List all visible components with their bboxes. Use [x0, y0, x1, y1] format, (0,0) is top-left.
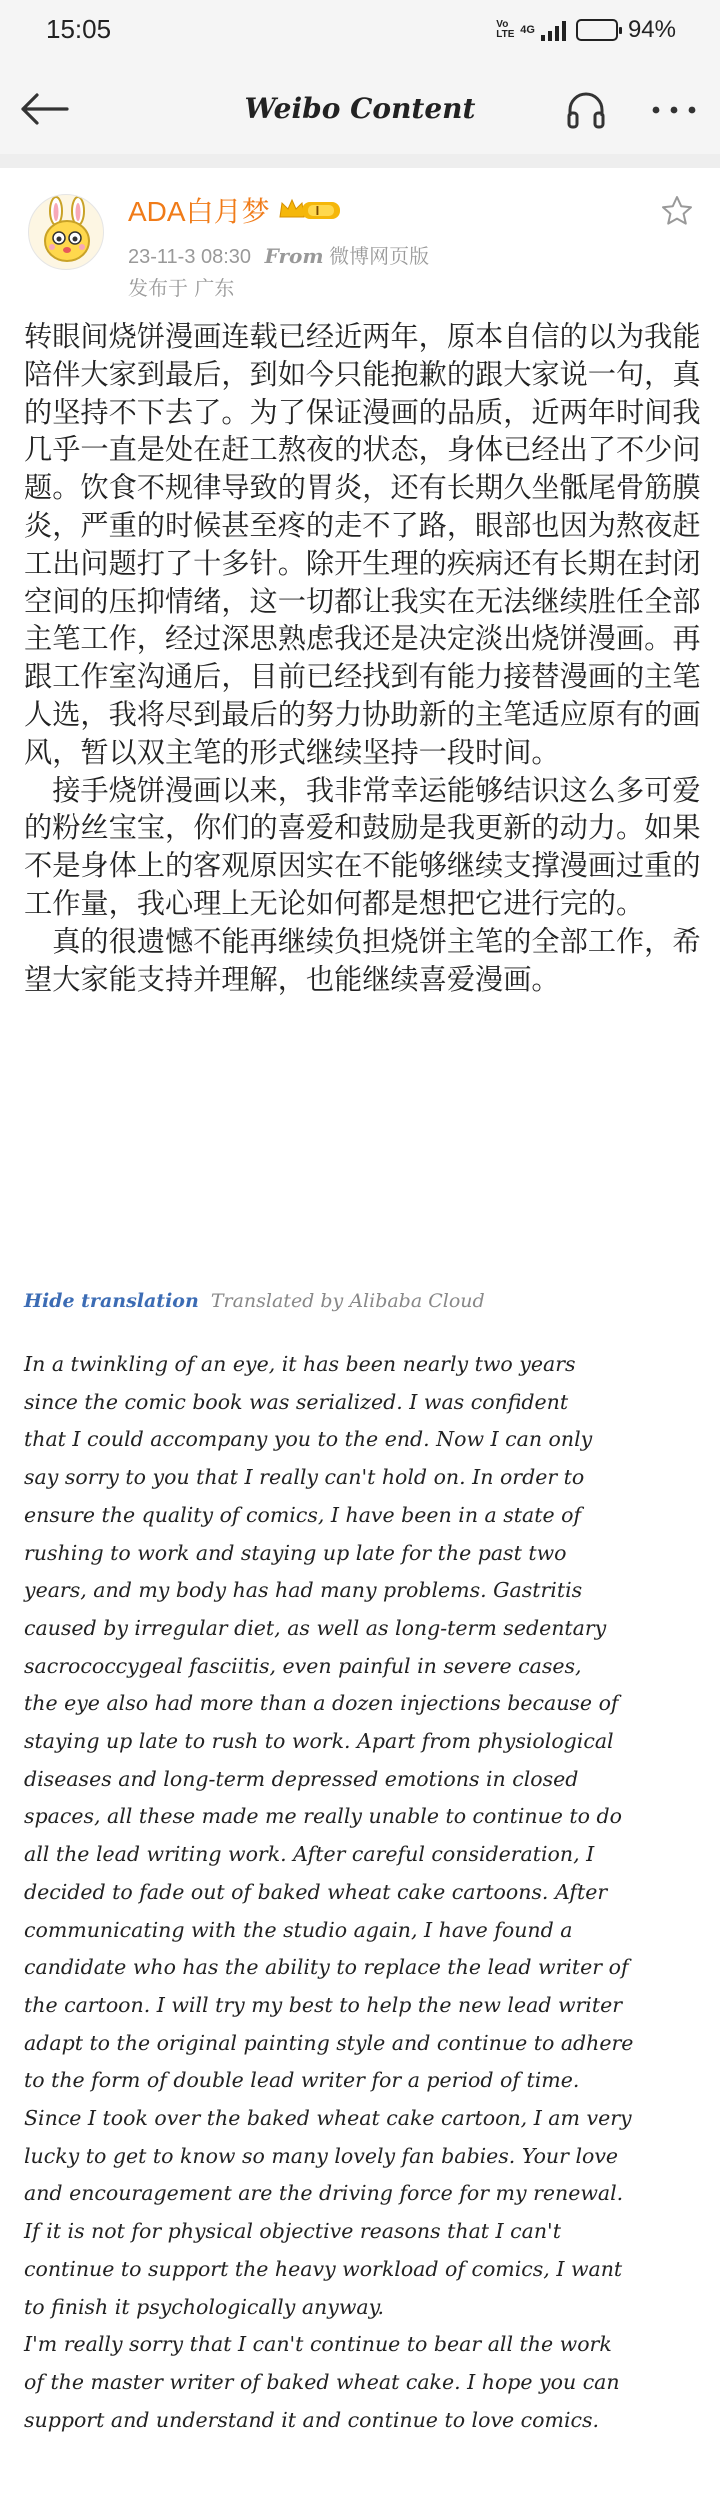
translation-line: candidate who has the ability to replace the lead writer of — [24, 1955, 629, 1980]
author-name[interactable] — [128, 190, 345, 230]
translation-line: In a twinkling of an eye, it has been nearly two years — [24, 1352, 576, 1376]
more-dots-icon — [651, 105, 697, 115]
battery-icon — [576, 19, 618, 41]
crown-level-icon — [278, 197, 342, 223]
post-header — [0, 168, 720, 318]
post-paragraph-2: 接手烧饼漫画以来，我非常幸运能够结识这么多可爱的粉丝宝宝，你们的喜爱和鼓励是我更新的动力。如果不是身体上的客观原因实在不能够继续支撑漫画过重的工作量，我心理上无论如何都是想把它进行完的。 — [24, 773, 701, 920]
battery-percent: 94% — [627, 16, 676, 43]
translation-line: staying up late to rush to work. Apart from physiological — [24, 1729, 614, 1754]
avatar[interactable] — [28, 194, 104, 270]
translation-line: of the master writer of baked wheat cake. I hope you can — [24, 2369, 620, 2394]
signal-icon — [541, 19, 566, 41]
translation-line: say sorry to you that I really can't hold on. In order to — [24, 1465, 585, 1490]
translation-body — [24, 1346, 700, 2439]
translation-line: adapt to the original painting style and continue to adhere — [24, 2030, 634, 2055]
post-body — [24, 318, 704, 998]
translation-line: continue to support the heavy workload of comics, I want — [24, 2256, 623, 2281]
volte-indicator: Vo LTE — [496, 19, 515, 40]
more-button[interactable] — [646, 86, 702, 134]
translation-line: all the lead writing work. After careful consideration, I — [24, 1842, 595, 1867]
post-source: 微博网页版 — [329, 246, 430, 268]
translation-line: caused by irregular diet, as well as long-term sedentary — [24, 1615, 607, 1640]
status-icons — [496, 16, 676, 44]
translation-bar — [24, 1290, 704, 1312]
translation-line: Since I took over the baked wheat cake cartoon, I am very — [24, 2106, 632, 2131]
post-meta — [128, 240, 429, 269]
post-paragraph-1: 转眼间烧饼漫画连载已经近两年，原本自信的以为我能陪伴大家到最后，到如今只能抱歉的跟大家说一句，真的坚持不下去了。为了保证漫画的品质，近两年时间我几乎一直是处在赶工熬夜的状态，身体已经出了不少问题。饮食不规律导致的胃炎，还有长期久坐骶尾骨筋膜炎，严重的时候甚至疼的走不了路，眼部也因为熬夜赶工出问题打了十多针。除开生理的疾病还有长期在封闭空间的压抑情绪，这一切都让我实在无法继续胜任全部主笔工作，经过深思熟虑我还是决定淡出烧饼漫画。再跟工作室沟通后，目前已经找到有能力接替漫画的主笔人选，我将尽到最后的努力协助新的主笔适应原有的画风，暂以双主笔的形式继续坚持一段时间。 — [24, 320, 701, 769]
listen-button[interactable] — [560, 86, 612, 134]
post-timestamp: 23-11-3 08:30 — [128, 246, 252, 268]
headphones-icon — [565, 90, 607, 130]
translation-line: If it is not for physical objective reasons that I can't — [24, 2219, 561, 2244]
translation-line: rushing to work and staying up late for the past two — [24, 1540, 567, 1565]
translation-line: support and understand it and continue to love comics. — [24, 2407, 600, 2432]
post-paragraph-3: 真的很遗憾不能再继续负担烧饼主笔的全部工作，希望大家能支持并理解，也能继续喜爱漫画。 — [24, 924, 701, 996]
status-time: 15:05 — [46, 14, 112, 44]
app-bar — [0, 64, 720, 154]
translation-line: to the form of double lead writer for a period of time. — [24, 2068, 580, 2093]
translation-line: decided to fade out of baked wheat cake cartoons. After — [24, 1879, 608, 1904]
author-name-text: ADA白月梦 — [128, 196, 270, 227]
translation-provider: Translated by Alibaba Cloud — [210, 1290, 485, 1312]
page-title: Weibo Content — [244, 92, 476, 125]
from-label: From — [264, 244, 324, 268]
post-location: 发布于 广东 — [128, 276, 235, 300]
hide-translation-link[interactable]: Hide translation — [24, 1290, 199, 1312]
translation-line: lucky to get to know so many lovely fan babies. Your love — [24, 2143, 619, 2168]
translation-line: diseases and long-term depressed emotions in closed — [24, 1766, 579, 1791]
translation-line: years, and my body has had many problems. Gastritis — [24, 1578, 583, 1603]
translation-line: sacrococcygeal fasciitis, even painful in severe cases, — [24, 1653, 582, 1678]
vip-level: I — [315, 202, 320, 218]
bunny-avatar-icon — [29, 195, 104, 270]
translation-line: ensure the quality of comics, I have been in a state of — [24, 1502, 582, 1527]
vip-badge — [278, 197, 346, 223]
favorite-button[interactable] — [660, 194, 694, 228]
translation-line: that I could accompany you to the end. Now I can only — [24, 1427, 593, 1452]
star-icon — [660, 194, 694, 228]
translation-line: spaces, all these made me really unable to continue to do — [24, 1804, 622, 1829]
translation-line: I'm really sorry that I can't continue to bear all the work — [24, 2332, 612, 2357]
translation-line: communicating with the studio again, I have found a — [24, 1917, 573, 1942]
translation-line: to finish it psychologically anyway. — [24, 2294, 384, 2319]
translation-line: the cartoon. I will try my best to help the new lead writer — [24, 1992, 623, 2017]
status-bar — [0, 0, 720, 64]
translation-line: and encouragement are the driving force for my renewal. — [24, 2181, 624, 2206]
translation-line: the eye also had more than a dozen injections because of — [24, 1691, 619, 1716]
network-type: 4G — [520, 24, 535, 36]
header-divider — [0, 154, 720, 168]
translation-line: since the comic book was serialized. I was confident — [24, 1389, 569, 1414]
